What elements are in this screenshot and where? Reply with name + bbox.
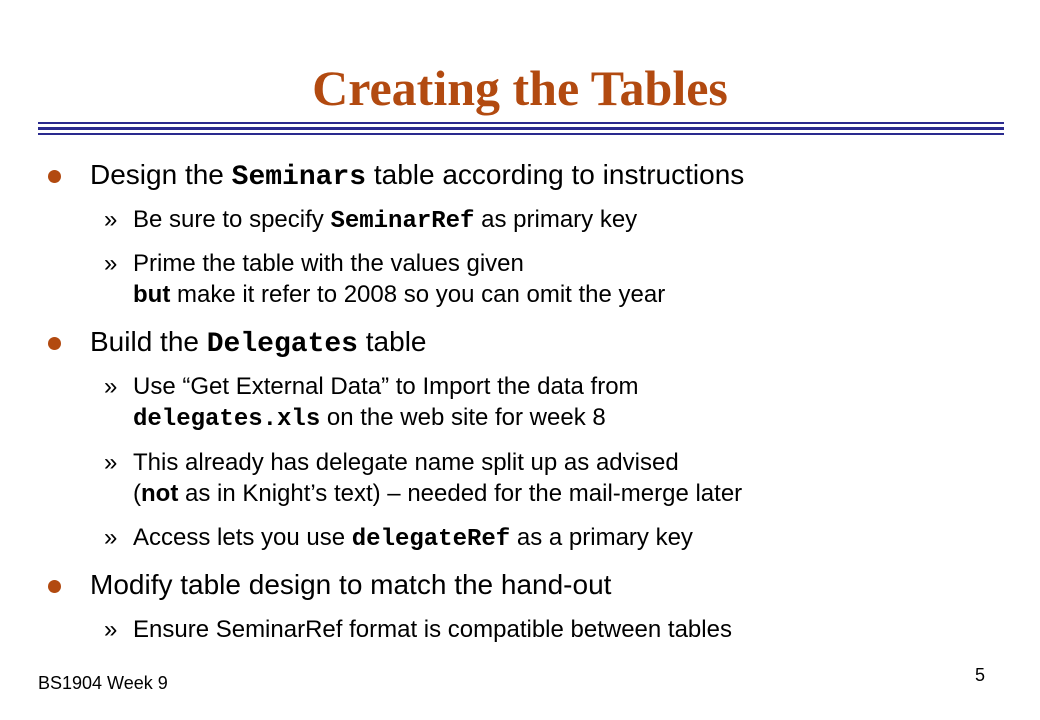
sub-bullet-marker: »: [104, 616, 118, 643]
sub-bullet-line: This already has delegate name split up as advised: [133, 449, 679, 476]
sub-bullet-marker: »: [104, 206, 118, 233]
title-rule-line: [38, 133, 1004, 135]
sub-bullet-bold: not: [141, 480, 179, 507]
sub-bullet-line: Use “Get External Data” to Import the data from: [133, 373, 639, 400]
footer-course-label: BS1904 Week 9: [38, 673, 168, 693]
sub-bullet-text-part: as a primary key: [510, 524, 693, 551]
bullet-text: [90, 158, 744, 195]
sub-bullet-marker: »: [104, 449, 118, 476]
sub-bullet-code: delegates.xls: [133, 406, 321, 433]
sub-bullet-line: as in Knight’s text) – needed for the mail-merge later: [178, 480, 743, 507]
bullet-text: Modify table design to match the hand-out: [90, 569, 612, 600]
sub-bullet-line: (: [133, 480, 141, 507]
title-rule-line: [38, 122, 1004, 124]
sub-bullet-line: Prime the table with the values given: [133, 250, 524, 277]
sub-bullet-code: SeminarRef: [330, 208, 475, 235]
bullet-code: Delegates: [206, 329, 358, 360]
sub-bullet-text-part: as primary key: [474, 206, 638, 233]
title-rule-line: [38, 127, 1004, 130]
sub-bullet-text-part: Be sure to specify: [133, 206, 331, 233]
sub-bullet-text: Ensure SeminarRef format is compatible between tables: [133, 616, 732, 643]
bullet-text-part: table: [357, 326, 427, 357]
sub-bullet-text: [133, 204, 637, 237]
bullet-text-part: Build the: [90, 326, 207, 357]
sub-bullet-marker: »: [104, 524, 118, 551]
sub-bullet-text: [133, 248, 665, 310]
sub-bullet-text: [133, 522, 693, 555]
sub-bullet-line: make it refer to 2008 so you can omit the year: [170, 281, 666, 308]
bullet-dot-icon: [48, 580, 61, 593]
sub-bullet-marker: »: [104, 250, 118, 277]
bullet-text: [90, 325, 426, 362]
sub-bullet-text: [133, 447, 742, 509]
title-rule: [38, 122, 1004, 140]
slide-title: Creating the Tables: [312, 60, 728, 116]
sub-bullet-line: on the web site for week 8: [320, 404, 606, 431]
sub-bullet-text-part: Access lets you use: [133, 524, 352, 551]
bullet-text-part: Design the: [90, 159, 232, 190]
bullet-text-part: table according to instructions: [366, 159, 745, 190]
sub-bullet-bold: but: [133, 281, 171, 308]
bullet-dot-icon: [48, 170, 61, 183]
page-number: 5: [975, 665, 986, 685]
bullet-code: Seminars: [231, 162, 367, 193]
bullet-dot-icon: [48, 337, 61, 350]
sub-bullet-code: delegateRef: [351, 526, 511, 553]
sub-bullet-text: [133, 371, 639, 435]
sub-bullet-marker: »: [104, 373, 118, 400]
